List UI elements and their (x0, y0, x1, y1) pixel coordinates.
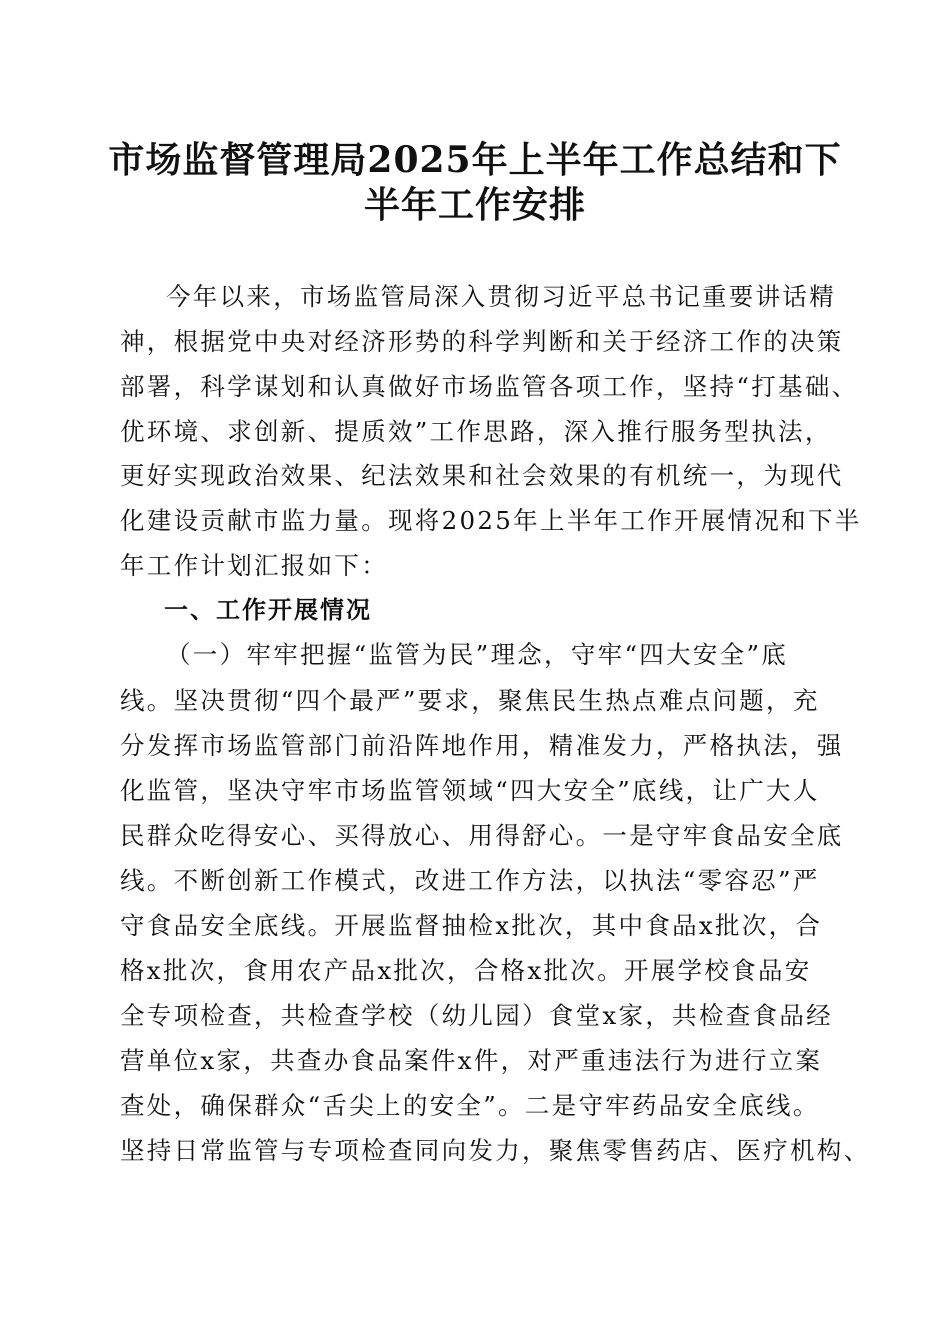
body-line: 格x批次，食用农产品x批次，合格x批次。开展学校食品安 (120, 956, 812, 985)
body-line: 化监管，坚决守牢市场监管领域“四大安全”底线，让广大人 (120, 776, 820, 805)
body-line: 分发挥市场监管部门前沿阵地作用，精准发力，严格执法，强 (120, 731, 844, 760)
intro-line: 部署，科学谋划和认真做好市场监管各项工作，坚持“打基础、 (120, 372, 859, 401)
document-title-line-2: 半年工作安排 (363, 184, 586, 226)
body-line: 营单位x家，共查办食品案件x件，对严重违法行为进行立案 (120, 1046, 823, 1075)
body-line: 全专项检查，共检查学校（幼儿园）食堂x家，共检查食品经 (120, 1001, 833, 1030)
intro-line: 化建设贡献市监力量。现将2025年上半年工作开展情况和下半 (120, 506, 862, 535)
section-heading: 一、工作开展情况 (164, 596, 372, 624)
intro-line: 年工作计划汇报如下： (120, 551, 388, 580)
body-line: 坚持日常监管与专项检查同向发力，聚焦零售药店、医疗机构、 (120, 1136, 871, 1165)
body-line: 线。坚决贯彻“四个最严”要求，聚焦民生热点难点问题，充 (120, 686, 820, 715)
intro-line: 神，根据党中央对经济形势的科学判断和关于经济工作的决策 (120, 327, 844, 356)
intro-line: 更好实现政治效果、纪法效果和社会效果的有机统一，为现代 (120, 461, 844, 490)
body-line: 线。不断创新工作模式，改进工作方法，以执法“零容忍”严 (120, 866, 820, 895)
body-line: 查处，确保群众“舌尖上的安全”。二是守牢药品安全底线。 (120, 1091, 820, 1120)
intro-line: 优环境、求创新、提质效”工作思路，深入推行服务型执法， (120, 417, 832, 446)
body-line: （一）牢牢把握“监管为民”理念，守牢“四大安全”底 (166, 640, 789, 669)
document-title-line-1: 市场监督管理局2025年上半年工作总结和下 (108, 139, 842, 181)
body-line: 守食品安全底线。开展监督抽检x批次，其中食品x批次，合 (120, 911, 823, 940)
intro-line: 今年以来，市场监管局深入贯彻习近平总书记重要讲话精 (166, 282, 836, 311)
body-line: 民群众吃得安心、买得放心、用得舒心。一是守牢食品安全底 (120, 821, 844, 850)
